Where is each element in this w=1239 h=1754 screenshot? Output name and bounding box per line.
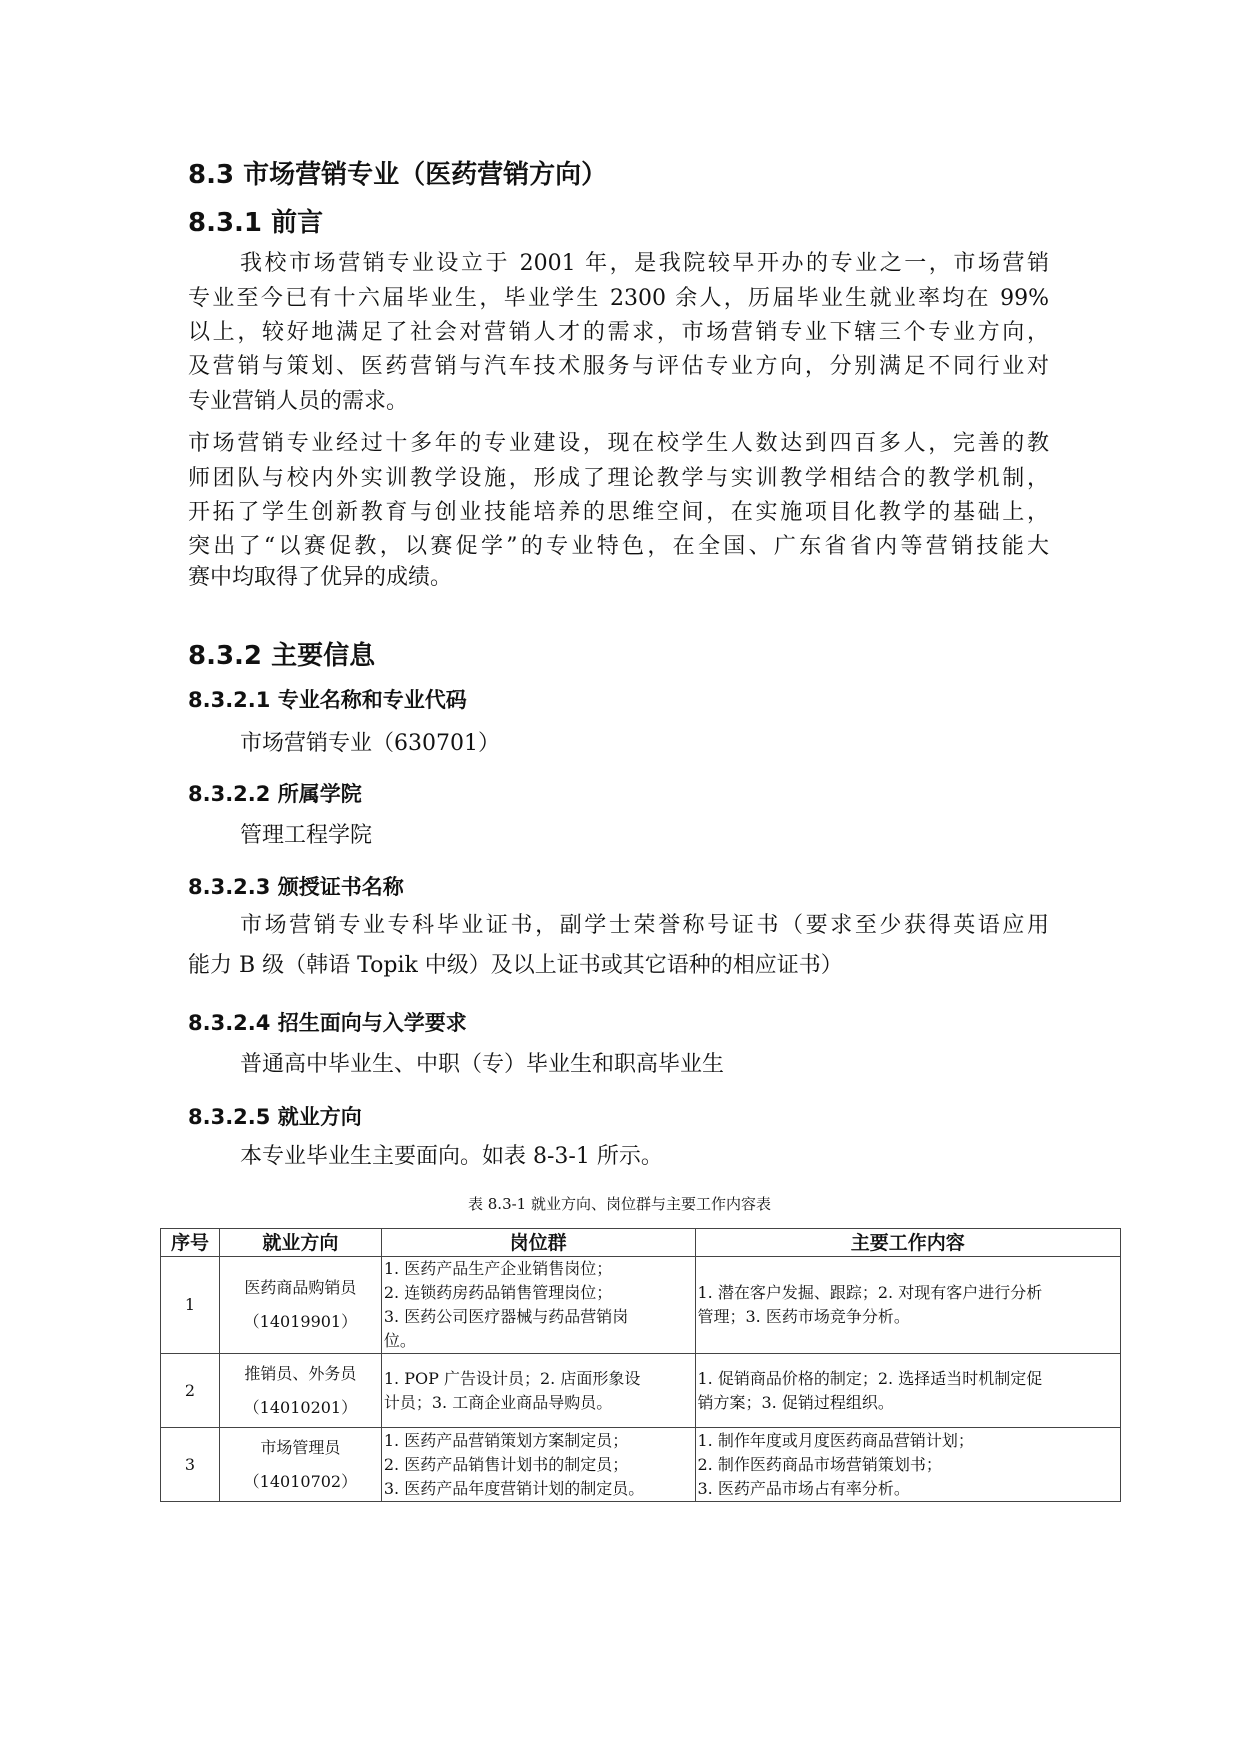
work-line: 1. 潜在客户发掘、跟踪；2. 对现有客户进行分析: [697, 1283, 1043, 1302]
row-number: 1: [161, 1257, 220, 1354]
work-cell: [695, 1354, 1121, 1428]
employment-table: [160, 1228, 1121, 1502]
paragraph-line: 专业营销人员的需求。: [188, 389, 409, 414]
table-caption: 表 8.3-1 就业方向、岗位群与主要工作内容表: [467, 1195, 771, 1213]
work-line: 2. 制作医药商品市场营销策划书；: [697, 1454, 942, 1474]
header-cell: 就业方向: [219, 1229, 381, 1257]
direction-code: （14010702）: [243, 1471, 358, 1491]
row-number: 3: [161, 1428, 220, 1502]
work-line: 管理；3. 医药市场竞争分析。: [697, 1307, 910, 1326]
direction-name: 推销员、外务员: [244, 1363, 357, 1383]
direction-code: （14019901）: [243, 1312, 358, 1331]
position-line: 计员；3. 工商企业商品导购员。: [383, 1392, 613, 1412]
college-heading: 8.3.2.2 所属学院: [188, 782, 362, 806]
paragraph-line: 突出了“以赛促教，以赛促学”的专业特色，在全国、广东省省内等营销技能大: [188, 534, 1049, 559]
employment-heading: 8.3.2.5 就业方向: [188, 1105, 362, 1129]
direction-code: （14010201）: [243, 1397, 358, 1417]
paragraph-line: 赛中均取得了优异的成绩。: [188, 565, 453, 590]
position-line: 1. 医药产品营销策划方案制定员；: [383, 1430, 629, 1450]
direction-name: 市场管理员: [260, 1437, 341, 1457]
header-cell: 序号: [161, 1229, 220, 1257]
paragraph-line: 以上，较好地满足了社会对营销人才的需求，市场营销专业下辖三个专业方向，: [188, 320, 1049, 345]
positions-cell: [381, 1257, 695, 1354]
section-title: 8.3 市场营销专业（医药营销方向）: [188, 160, 608, 190]
positions-cell: [381, 1428, 695, 1502]
paragraph-line: 开拓了学生创新教育与创业技能培养的思维空间，在实施项目化教学的基础上，: [188, 500, 1049, 525]
table-row: [161, 1354, 1121, 1428]
table-row: [161, 1428, 1121, 1502]
work-line: 3. 医药产品市场占有率分析。: [697, 1478, 910, 1498]
paragraph-line: 师团队与校内外实训教学设施，形成了理论教学与实训教学相结合的教学机制，: [188, 466, 1049, 491]
row-number: 2: [161, 1354, 220, 1428]
position-line: 1. POP 广告设计员；2. 店面形象设: [383, 1368, 641, 1388]
table-row: [161, 1257, 1121, 1354]
paragraph-line: 及营销与策划、医药营销与汽车技术服务与评估专业方向，分别满足不同行业对: [188, 354, 1049, 379]
paragraph-line: 市场营销专业经过十多年的专业建设，现在校学生人数达到四百多人，完善的教: [188, 431, 1049, 456]
position-line: 位。: [383, 1331, 416, 1350]
name-code-heading: 8.3.2.1 专业名称和专业代码: [188, 688, 467, 712]
work-line: 1. 制作年度或月度医药商品营销计划；: [697, 1430, 974, 1450]
direction-cell: [219, 1354, 381, 1428]
employment-text: 本专业毕业生主要面向。如表 8-3-1 所示。: [240, 1144, 663, 1169]
header-cell: 主要工作内容: [695, 1229, 1121, 1257]
header-cell: 岗位群: [381, 1229, 695, 1257]
certificate-heading: 8.3.2.3 颁授证书名称: [188, 875, 404, 899]
work-cell: [695, 1257, 1121, 1354]
table-header-row: [161, 1229, 1121, 1257]
position-line: 3. 医药产品年度营销计划的制定员。: [383, 1478, 645, 1498]
paragraph-line: 专业至今已有十六届毕业生，毕业学生 2300 余人，历届毕业生就业率均在 99%: [188, 286, 1049, 311]
work-cell: [695, 1428, 1121, 1502]
paragraph-line: 我校市场营销专业设立于 2001 年，是我院较早开办的专业之一，市场营销: [240, 251, 1049, 276]
enrollment-heading: 8.3.2.4 招生面向与入学要求: [188, 1011, 467, 1035]
preface-heading: 8.3.1 前言: [188, 208, 324, 238]
direction-name: 医药商品购销员: [244, 1278, 357, 1297]
direction-cell: [219, 1428, 381, 1502]
position-line: 1. 医药产品生产企业销售岗位；: [383, 1259, 613, 1278]
certificate-line: 能力 B 级（韩语 Topik 中级）及以上证书或其它语种的相应证书）: [188, 953, 843, 978]
position-line: 2. 连锁药房药品销售管理岗位；: [383, 1283, 613, 1302]
positions-cell: [381, 1354, 695, 1428]
position-line: 2. 医药产品销售计划书的制定员；: [383, 1454, 629, 1474]
work-line: 销方案；3. 促销过程组织。: [697, 1392, 894, 1412]
position-line: 3. 医药公司医疗器械与药品营销岗: [383, 1307, 629, 1326]
name-code-text: 市场营销专业（630701）: [240, 731, 500, 756]
work-line: 1. 促销商品价格的制定；2. 选择适当时机制定促: [697, 1368, 1043, 1388]
direction-cell: [219, 1257, 381, 1354]
certificate-line: 市场营销专业专科毕业证书，副学士荣誉称号证书（要求至少获得英语应用: [240, 913, 1049, 938]
main-info-heading: 8.3.2 主要信息: [188, 641, 376, 671]
college-text: 管理工程学院: [240, 823, 373, 848]
enrollment-text: 普通高中毕业生、中职（专）毕业生和职高毕业生: [240, 1052, 725, 1077]
